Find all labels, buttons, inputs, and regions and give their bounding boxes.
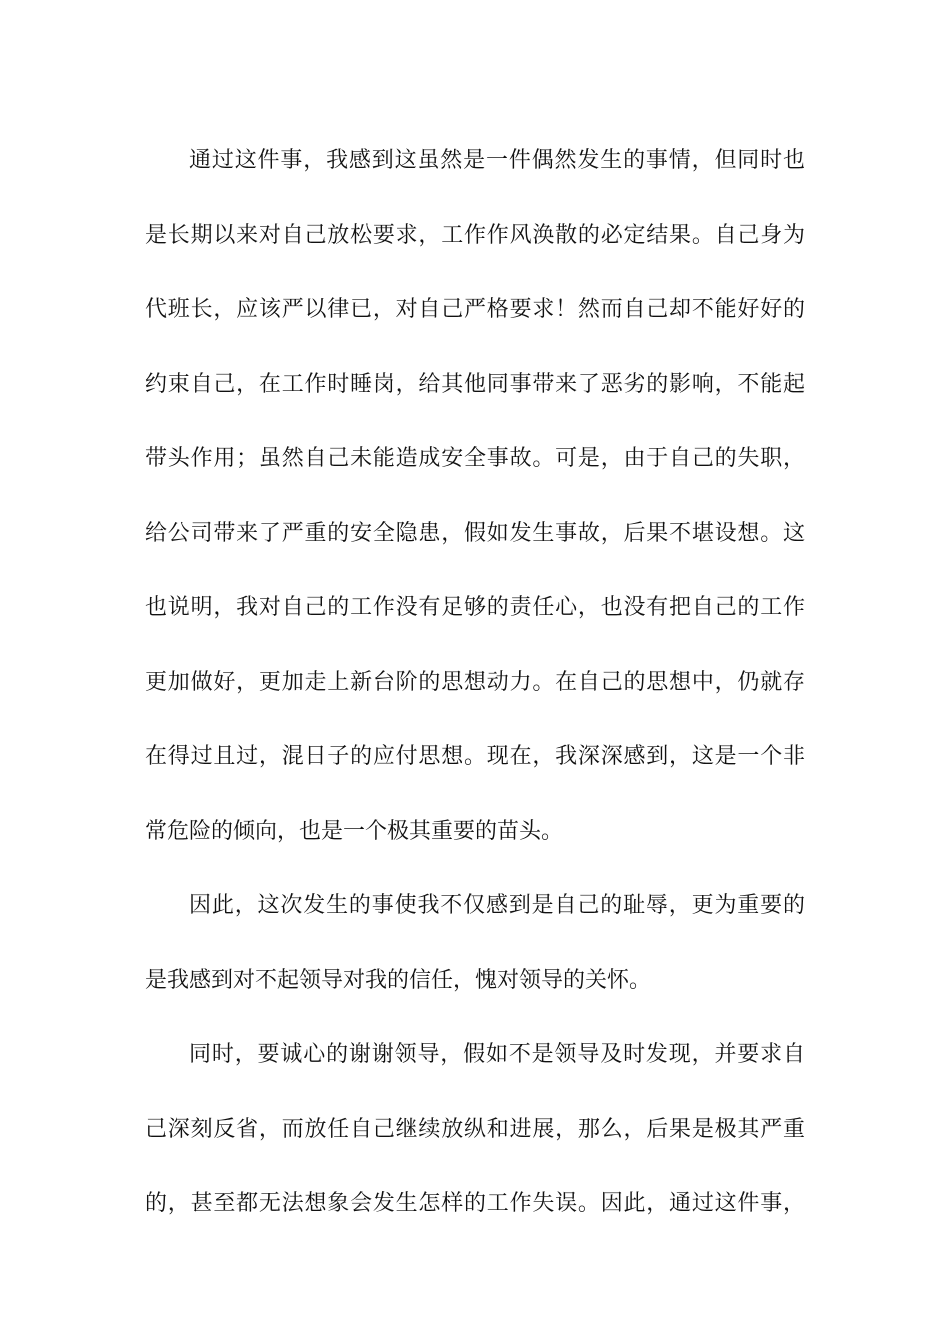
document-body xyxy=(145,124,805,1242)
text-line: 是长期以来对自己放松要求，工作作风涣散的必定结果。自己身为 xyxy=(145,222,805,248)
text-line: 代班长，应该严以律已，对自己严格要求！然而自己却不能好好的 xyxy=(145,297,805,322)
text-line: 在得过且过，混日子的应付思想。现在，我深深感到，这是一个非 xyxy=(145,744,805,769)
text-line: 因此，这次发生的事使我不仅感到是自己的耻辱，更为重要的 xyxy=(189,893,805,918)
paragraph-3 xyxy=(145,1018,805,1242)
text-line: 也说明，我对自己的工作没有足够的责任心，也没有把自己的工作 xyxy=(145,595,805,620)
text-line: 约束自己，在工作时睡岗，给其他同事带来了恶劣的影响，不能起 xyxy=(145,371,805,397)
paragraph-2 xyxy=(145,869,805,1018)
paragraph-1 xyxy=(145,124,805,869)
text-line: 同时，要诚心的谢谢领导，假如不是领导及时发现，并要求自 xyxy=(189,1042,805,1067)
text-line: 是我感到对不起领导对我的信任，愧对领导的关怀。 xyxy=(145,967,652,993)
text-line: 更加做好，更加走上新台阶的思想动力。在自己的思想中，仍就存 xyxy=(145,669,805,695)
text-line: 带头作用；虽然自己未能造成安全事故。可是，由于自己的失职， xyxy=(145,446,805,471)
text-line: 给公司带来了严重的安全隐患，假如发生事故，后果不堪设想。这 xyxy=(145,520,805,546)
text-line: 通过这件事，我感到这虽然是一件偶然发生的事情，但同时也 xyxy=(189,148,805,173)
text-line: 己深刻反省，而放任自己继续放纵和进展，那么，后果是极其严重 xyxy=(145,1116,805,1142)
text-line: 常危险的倾向，也是一个极其重要的苗头。 xyxy=(145,818,564,844)
text-line: 的，甚至都无法想象会发生怎样的工作失误。因此，通过这件事， xyxy=(145,1191,805,1216)
